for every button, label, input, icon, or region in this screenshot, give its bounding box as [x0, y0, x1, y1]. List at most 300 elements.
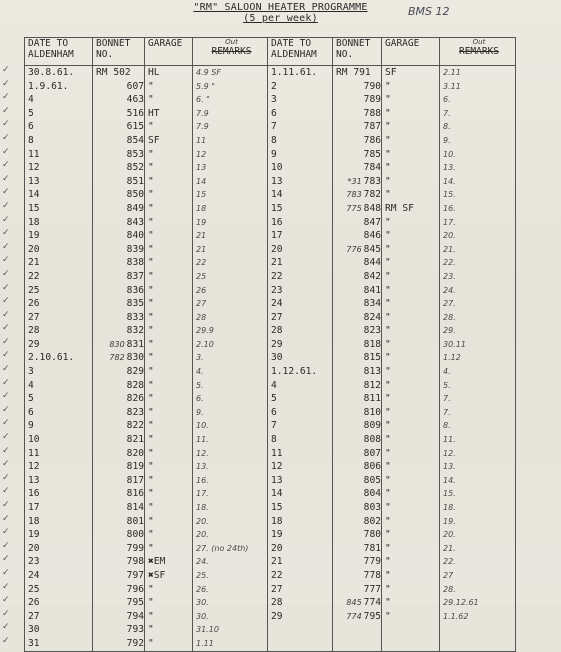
- cell-date-2: [268, 93, 333, 107]
- cell-remarks-2: [440, 433, 516, 447]
- cell-garage: [145, 392, 193, 406]
- cell-bonnet-value: 798: [126, 556, 144, 568]
- cell-remarks-value: 29.9: [196, 326, 214, 336]
- cell-garage-2: [382, 351, 440, 365]
- cell-garage: [145, 297, 193, 311]
- cell-date: [25, 623, 93, 637]
- cell-remarks-2: [440, 392, 516, 406]
- cell-date: [25, 419, 93, 433]
- cell-garage-2-value: ": [385, 298, 391, 310]
- cell-date: [25, 555, 93, 569]
- cell-bonnet-2: [333, 460, 382, 474]
- cell-garage-2: [382, 324, 440, 338]
- cell-garage: [145, 175, 193, 189]
- cell-date-2-value: 27: [271, 311, 283, 323]
- cell-remarks-2-value: 16.: [443, 203, 456, 213]
- cell-garage-2-value: ": [385, 556, 391, 568]
- cell-remarks-2: [440, 256, 516, 270]
- check-mark: ✓: [2, 173, 10, 184]
- cell-date-value: 19: [28, 230, 40, 242]
- cell-garage-value: ": [148, 284, 154, 296]
- cell-date-2: [268, 501, 333, 515]
- cell-date-value: 25: [28, 583, 40, 595]
- cell-date-2: [268, 284, 333, 298]
- cell-bonnet-value: 832: [126, 325, 144, 337]
- cell-remarks-2: [440, 610, 516, 624]
- cell-remarks-2-value: 20.: [443, 231, 456, 241]
- cell-bonnet-2-value: 834: [363, 298, 381, 310]
- cell-bonnet-2-value: 781: [363, 542, 381, 554]
- cell-bonnet-2-value: 788: [363, 107, 381, 119]
- check-mark: ✓: [2, 336, 10, 347]
- cell-garage-2-value: ": [385, 257, 391, 269]
- cell-remarks-value: 11: [196, 135, 207, 145]
- cell-garage-value: ": [148, 216, 154, 228]
- cell-garage-2-value: ": [385, 529, 391, 541]
- cell-date-2-value: 1.11.61.: [271, 67, 318, 78]
- cell-date-2: [268, 555, 333, 569]
- table-row: [25, 202, 516, 216]
- cell-garage-2: [382, 188, 440, 202]
- cell-bonnet-value: 792: [126, 637, 144, 649]
- cell-date-2: [268, 120, 333, 134]
- cell-remarks-value: 16.: [196, 475, 209, 485]
- cell-date-2: [268, 161, 333, 175]
- cell-remarks-2: [440, 270, 516, 284]
- cell-garage-2: [382, 120, 440, 134]
- cell-garage-2: [382, 161, 440, 175]
- cell-date-2-value: 20: [271, 243, 283, 255]
- cell-bonnet-2-value: 802: [363, 515, 381, 527]
- cell-remarks-value: 31.10: [196, 625, 219, 635]
- cell-date-2: [268, 637, 333, 651]
- cell-garage: [145, 623, 193, 637]
- cell-bonnet-value: 854: [126, 134, 144, 146]
- cell-remarks-2-value: 11.: [443, 435, 456, 445]
- cell-bonnet-value: 822: [126, 420, 144, 432]
- cell-bonnet: [93, 256, 145, 270]
- cell-bonnet-2-value: 786: [363, 134, 381, 146]
- cell-bonnet-2: [333, 243, 382, 257]
- cell-garage-value: ": [148, 637, 154, 649]
- cell-remarks-2: [440, 419, 516, 433]
- cell-bonnet-value: 820: [126, 447, 144, 459]
- cell-remarks-value: 6.: [196, 394, 204, 404]
- table-row: [25, 583, 516, 597]
- table-row: [25, 392, 516, 406]
- table-row: [25, 501, 516, 515]
- cell-date: [25, 202, 93, 216]
- cell-garage-value: ": [148, 610, 154, 622]
- cell-garage: [145, 107, 193, 121]
- cell-bonnet-2-value: 844: [363, 257, 381, 269]
- cell-remarks-value: 13: [196, 163, 207, 173]
- cell-garage-2-value: ": [385, 230, 391, 242]
- check-mark: ✓: [2, 459, 10, 470]
- cell-remarks-2-value: 22.: [443, 258, 456, 268]
- check-mark: ✓: [2, 92, 10, 103]
- cell-remarks: [193, 487, 268, 501]
- cell-remarks-value: 7.9: [196, 122, 209, 132]
- cell-bonnet-value: 823: [126, 406, 144, 418]
- cell-bonnet: [93, 447, 145, 461]
- table-row: [25, 433, 516, 447]
- cell-garage-value: ": [148, 325, 154, 337]
- cell-bonnet: [93, 311, 145, 325]
- cell-bonnet-value: 837: [126, 270, 144, 282]
- cell-bonnet-value: 793: [126, 624, 144, 636]
- cell-bonnet-2-value: 804: [363, 488, 381, 500]
- cell-bonnet-2: [333, 555, 382, 569]
- cell-garage-2: [382, 270, 440, 284]
- table-row: [25, 284, 516, 298]
- cell-remarks-value: 21: [196, 244, 207, 254]
- cell-garage-value: ": [148, 257, 154, 269]
- cell-bonnet: [93, 148, 145, 162]
- cell-bonnet-2: [333, 93, 382, 107]
- check-mark: ✓: [2, 268, 10, 279]
- cell-date-value: 21: [28, 257, 40, 269]
- cell-date-2-value: 22: [271, 569, 283, 581]
- cell-garage-2: [382, 637, 440, 651]
- handwritten-correction: 782: [109, 353, 125, 363]
- cell-bonnet-value: 833: [126, 311, 144, 323]
- cell-remarks-2: [440, 583, 516, 597]
- cell-garage-2: [382, 93, 440, 107]
- cell-bonnet-value: 516: [126, 107, 144, 119]
- cell-remarks-2: [440, 406, 516, 420]
- cell-bonnet: [93, 66, 145, 80]
- cell-date: [25, 66, 93, 80]
- cell-remarks-2-value: 8.: [443, 421, 451, 431]
- check-mark: ✓: [2, 500, 10, 510]
- cell-date-value: 20: [28, 243, 40, 255]
- cell-garage: [145, 134, 193, 148]
- cell-garage-2: [382, 311, 440, 325]
- cell-remarks-2: [440, 596, 516, 610]
- cell-remarks-2-value: 14.: [443, 475, 456, 485]
- cell-remarks-2-value: 17.: [443, 217, 456, 227]
- cell-garage-value: ": [148, 502, 154, 513]
- cell-garage: [145, 515, 193, 529]
- table-row: [25, 93, 516, 107]
- table-row: [25, 175, 516, 189]
- subtitle-line: (5 per week): [243, 13, 318, 24]
- cell-remarks-2: [440, 637, 516, 651]
- cell-bonnet-2: [333, 324, 382, 338]
- cell-garage-2: [382, 80, 440, 94]
- cell-date: [25, 284, 93, 298]
- handwritten-correction: 830: [109, 339, 125, 349]
- cell-remarks-value: 30.: [196, 598, 209, 608]
- cell-remarks: [193, 474, 268, 488]
- table-row: [25, 637, 516, 651]
- cell-garage-2-value: ": [385, 502, 391, 513]
- cell-remarks-value: 22: [196, 258, 207, 268]
- cell-bonnet-2-value: 784: [363, 162, 381, 174]
- check-mark: ✓: [2, 160, 10, 171]
- cell-bonnet-value: 819: [126, 461, 144, 473]
- cell-remarks: [193, 392, 268, 406]
- check-mark: ✓: [2, 241, 10, 252]
- cell-date-value: 19: [28, 529, 40, 541]
- cell-garage-2-value: ": [385, 379, 391, 391]
- table-row: [25, 365, 516, 379]
- cell-remarks-value: 14: [196, 176, 207, 186]
- cell-date-value: 30.8.61.: [28, 67, 75, 78]
- cell-date-value: 4: [28, 379, 34, 391]
- cell-date-value: 14: [28, 189, 40, 201]
- cell-date: [25, 93, 93, 107]
- cell-garage-2: [382, 379, 440, 393]
- cell-date-2-value: 11: [271, 447, 283, 459]
- check-mark: ✓: [2, 146, 10, 157]
- cell-remarks: [193, 229, 268, 243]
- cell-remarks-2: [440, 107, 516, 121]
- cell-garage-2: [382, 596, 440, 610]
- cell-remarks: [193, 107, 268, 121]
- cell-remarks-value: 10.: [196, 421, 209, 431]
- cell-bonnet-2-value: 783: [363, 175, 381, 187]
- cell-bonnet: [93, 515, 145, 529]
- cell-remarks: [193, 379, 268, 393]
- table-row: [25, 243, 516, 257]
- cell-bonnet-2-value: RM 791: [336, 67, 371, 78]
- cell-date-2: [268, 243, 333, 257]
- cell-garage-value: ": [148, 202, 154, 214]
- table-row: [25, 610, 516, 624]
- table-row: [25, 447, 516, 461]
- cell-remarks-value: 12.: [196, 448, 209, 458]
- cell-garage-2: [382, 433, 440, 447]
- cell-date: [25, 528, 93, 542]
- cell-date: [25, 515, 93, 529]
- cell-garage: [145, 419, 193, 433]
- table-row: [25, 229, 516, 243]
- cell-remarks: [193, 610, 268, 624]
- cell-bonnet-2-value: 782: [363, 189, 381, 201]
- cell-date-value: 17: [28, 502, 40, 513]
- col-date-header: DATE TO ALDENHAM: [25, 38, 93, 66]
- cell-remarks: [193, 583, 268, 597]
- cell-bonnet-2-value: 787: [363, 121, 381, 133]
- cell-date-2: [268, 583, 333, 597]
- cell-bonnet-2-value: 808: [363, 434, 381, 446]
- cell-remarks-2: [440, 528, 516, 542]
- cell-bonnet-value: 796: [126, 583, 144, 595]
- cell-garage-2-value: ": [385, 216, 391, 228]
- cell-date-2-value: 2: [271, 80, 277, 92]
- cell-remarks-value: 12: [196, 149, 207, 159]
- cell-date-2: [268, 487, 333, 501]
- cell-garage-2-value: ": [385, 243, 391, 255]
- cell-date: [25, 338, 93, 352]
- cell-remarks: [193, 555, 268, 569]
- title-line: "RM" SALOON HEATER PROGRAMME: [193, 2, 368, 13]
- cell-remarks: [193, 256, 268, 270]
- check-mark: ✓: [2, 119, 10, 130]
- cell-date-value: 20: [28, 542, 40, 554]
- cell-date-value: 16: [28, 488, 40, 500]
- cell-remarks: [193, 311, 268, 325]
- check-mark: ✓: [2, 105, 10, 116]
- cell-garage-2: [382, 107, 440, 121]
- cell-date-2-value: 12: [271, 461, 283, 473]
- check-mark: ✓: [2, 255, 10, 266]
- cell-remarks: [193, 120, 268, 134]
- cell-bonnet-2-value: 818: [363, 338, 381, 350]
- cell-garage-2: [382, 148, 440, 162]
- cell-garage-value: ": [148, 447, 154, 459]
- cell-bonnet-value: 849: [126, 202, 144, 214]
- cell-remarks-value: 5.9 ": [196, 81, 215, 91]
- check-mark: ✓: [2, 309, 10, 320]
- table-row: [25, 623, 516, 637]
- cell-garage-2-value: ": [385, 107, 391, 119]
- cell-date-value: 12: [28, 461, 40, 473]
- cell-bonnet-2-value: 779: [363, 556, 381, 568]
- cell-bonnet-value: 794: [126, 610, 144, 622]
- check-mark: ✓: [2, 323, 10, 334]
- cell-bonnet-2: [333, 297, 382, 311]
- cell-remarks: [193, 596, 268, 610]
- cell-date-2: [268, 338, 333, 352]
- cell-bonnet-2-value: 845: [363, 243, 381, 255]
- cell-date-value: 11: [28, 447, 40, 459]
- cell-remarks-2-value: 23.: [443, 271, 456, 281]
- cell-bonnet-value: 829: [126, 366, 144, 378]
- table-row: [25, 487, 516, 501]
- cell-remarks-2-value: 27: [443, 570, 454, 580]
- cell-date-2: [268, 623, 333, 637]
- cell-garage-2: [382, 528, 440, 542]
- cell-remarks-2-value: 9.: [443, 135, 451, 145]
- cell-garage: [145, 487, 193, 501]
- cell-garage-value: ": [148, 94, 154, 106]
- cell-date: [25, 229, 93, 243]
- cell-remarks-2: [440, 351, 516, 365]
- cell-garage: [145, 338, 193, 352]
- cell-bonnet: [93, 637, 145, 651]
- cell-date: [25, 596, 93, 610]
- cell-remarks-2: [440, 515, 516, 529]
- cell-date-2: [268, 216, 333, 230]
- table-row: [25, 188, 516, 202]
- table-row: [25, 134, 516, 148]
- check-mark: ✓: [2, 187, 10, 198]
- cell-bonnet-value: 797: [126, 569, 144, 581]
- cell-date: [25, 216, 93, 230]
- cell-bonnet: [93, 392, 145, 406]
- cell-bonnet: [93, 120, 145, 134]
- cell-remarks: [193, 216, 268, 230]
- cell-bonnet-2: [333, 637, 382, 651]
- cell-bonnet-2-value: 790: [363, 80, 381, 92]
- cell-bonnet-2-value: 780: [363, 529, 381, 541]
- cell-remarks-2-value: 15.: [443, 190, 456, 200]
- cell-date-2: [268, 188, 333, 202]
- cell-garage-value: HL: [148, 67, 160, 78]
- cell-garage: [145, 555, 193, 569]
- table-row: [25, 460, 516, 474]
- cell-remarks: [193, 243, 268, 257]
- cell-remarks: [193, 175, 268, 189]
- check-mark: ✓: [2, 581, 10, 592]
- cell-bonnet-2: [333, 311, 382, 325]
- check-mark: ✓: [2, 595, 10, 606]
- cell-date-2-value: 21: [271, 556, 283, 568]
- cell-remarks: [193, 515, 268, 529]
- cell-bonnet-2: [333, 202, 382, 216]
- cell-bonnet-2: [333, 596, 382, 610]
- cell-date: [25, 161, 93, 175]
- cell-remarks-value: 3.: [196, 353, 204, 363]
- cell-bonnet-2: [333, 66, 382, 80]
- cell-garage-2-value: ": [385, 134, 391, 146]
- table-row: [25, 148, 516, 162]
- cell-remarks-2: [440, 311, 516, 325]
- cell-bonnet-value: 801: [126, 515, 144, 527]
- table-row: [25, 256, 516, 270]
- cell-bonnet-2: [333, 216, 382, 230]
- cell-date-value: 11: [28, 148, 40, 160]
- cell-remarks-value: 1.11: [196, 638, 214, 648]
- cell-bonnet-2: [333, 270, 382, 284]
- cell-remarks-2: [440, 284, 516, 298]
- remarks-correction: Out: [225, 38, 238, 46]
- table-row: [25, 338, 516, 352]
- cell-bonnet-2: [333, 80, 382, 94]
- cell-remarks: [193, 80, 268, 94]
- cell-remarks-2-value: 1.1.62: [443, 611, 469, 621]
- cell-remarks: [193, 148, 268, 162]
- cell-bonnet-2: [333, 474, 382, 488]
- cell-garage-2-value: ": [385, 352, 391, 364]
- table-row: [25, 419, 516, 433]
- cell-date-value: 2.10.61.: [28, 352, 75, 364]
- cell-garage-value: ": [148, 298, 154, 310]
- handwritten-correction: *31: [347, 176, 362, 186]
- cell-bonnet-2: [333, 188, 382, 202]
- cell-bonnet-2-value: 810: [363, 406, 381, 418]
- cell-bonnet-value: 821: [126, 434, 144, 446]
- cell-date: [25, 243, 93, 257]
- cell-remarks-2-value: 4.: [443, 367, 451, 377]
- cell-garage-2-value: ": [385, 270, 391, 282]
- cell-remarks-2-value: 14.: [443, 176, 456, 186]
- cell-remarks-value: 28: [196, 312, 207, 322]
- cell-date: [25, 501, 93, 515]
- cell-bonnet: [93, 555, 145, 569]
- cell-garage-value: ": [148, 529, 154, 541]
- cell-bonnet-value: RM 502: [96, 67, 131, 78]
- cell-remarks: [193, 637, 268, 651]
- table-row: [25, 406, 516, 420]
- cell-remarks-2-value: 20.: [443, 530, 456, 540]
- cell-bonnet: [93, 202, 145, 216]
- cell-date-2-value: 4: [271, 379, 277, 391]
- cell-garage-2-value: ": [385, 542, 391, 554]
- cell-garage-2: [382, 474, 440, 488]
- cell-garage-2: [382, 338, 440, 352]
- cell-date-2: [268, 270, 333, 284]
- cell-bonnet-2: [333, 175, 382, 189]
- cell-garage-2-value: ": [385, 284, 391, 296]
- cell-remarks-value: 20.: [196, 516, 209, 526]
- cell-garage-2-value: ": [385, 338, 391, 350]
- check-mark: ✓: [2, 364, 10, 375]
- cell-garage-2-value: ": [385, 569, 391, 581]
